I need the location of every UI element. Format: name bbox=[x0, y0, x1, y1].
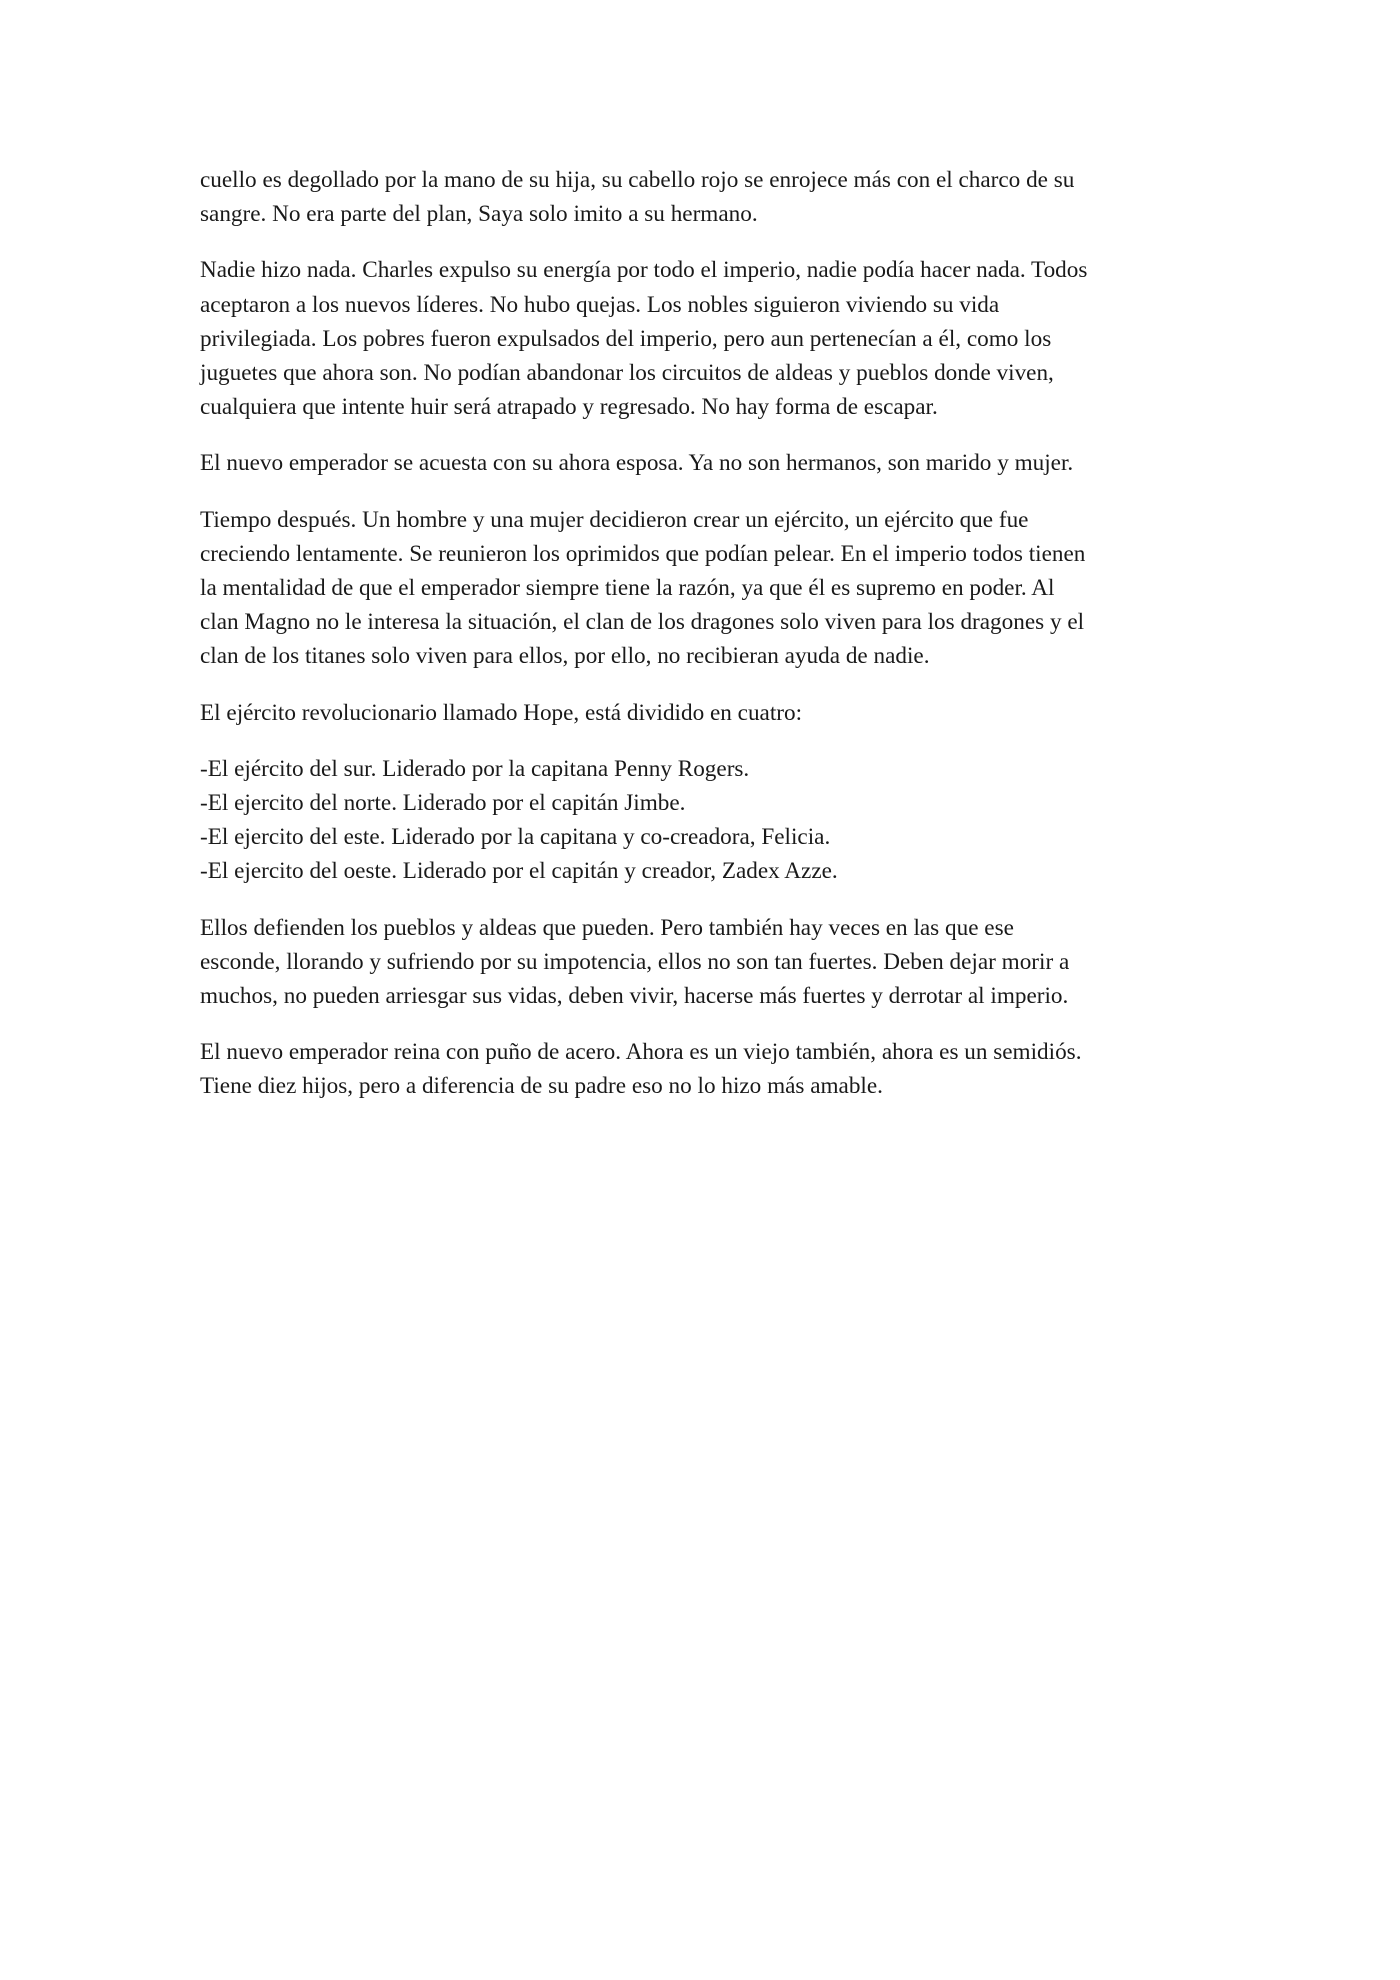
text-line: El nuevo emperador se acuesta con su ahora esposa. Ya no son hermanos, son marido y mujer. bbox=[200, 450, 1074, 477]
army-list bbox=[200, 752, 1200, 889]
paragraph-4 bbox=[200, 503, 1200, 674]
text-line: esconde, llorando y sufriendo por su impotencia, ellos no son tan fuertes. Deben dejar morir a bbox=[200, 948, 1070, 975]
paragraph-2 bbox=[200, 253, 1200, 424]
text-line: Ellos defienden los pueblos y aldeas que pueden. Pero también hay veces en las que ese bbox=[200, 914, 1014, 941]
text-line: El nuevo emperador reina con puño de acero. Ahora es un viejo también, ahora es un semidiós. bbox=[200, 1039, 1082, 1066]
text-line: Nadie hizo nada. Charles expulso su energía por todo el imperio, nadie podía hacer nada. Todos bbox=[200, 257, 1088, 284]
text-line: muchos, no pueden arriesgar sus vidas, deben vivir, hacerse más fuertes y derrotar al imperio. bbox=[200, 983, 1069, 1010]
list-item: -El ejercito del norte. Liderado por el capitán Jimbe. bbox=[200, 790, 686, 817]
paragraph-3 bbox=[200, 446, 1200, 480]
text-line: sangre. No era parte del plan, Saya solo imito a su hermano. bbox=[200, 201, 758, 228]
text-line: la mentalidad de que el emperador siempre tiene la razón, ya que él es supremo en poder. Al bbox=[200, 575, 1055, 602]
document-body bbox=[200, 163, 1200, 1126]
paragraph-8 bbox=[200, 1035, 1200, 1103]
list-item: -El ejército del sur. Liderado por la capitana Penny Rogers. bbox=[200, 755, 750, 782]
list-item: -El ejercito del este. Liderado por la capitana y co-creadora, Felicia. bbox=[200, 824, 831, 851]
paragraph-5 bbox=[200, 696, 1200, 730]
text-line: cuello es degollado por la mano de su hija, su cabello rojo se enrojece más con el charco de su bbox=[200, 167, 1075, 193]
paragraph-1 bbox=[200, 163, 1200, 231]
list-item: -El ejercito del oeste. Liderado por el capitán y creador, Zadex Azze. bbox=[200, 858, 838, 885]
text-line: Tiene diez hijos, pero a diferencia de su padre eso no lo hizo más amable. bbox=[200, 1073, 883, 1100]
text-line: aceptaron a los nuevos líderes. No hubo quejas. Los nobles siguieron viviendo su vida bbox=[200, 291, 1000, 318]
text-line: cualquiera que intente huir será atrapado y regresado. No hay forma de escapar. bbox=[200, 394, 938, 421]
text-line: privilegiada. Los pobres fueron expulsados del imperio, pero aun pertenecían a él, como los bbox=[200, 325, 1052, 352]
text-line: creciendo lentamente. Se reunieron los oprimidos que podían pelear. En el imperio todos tienen bbox=[200, 540, 1086, 567]
paragraph-7 bbox=[200, 911, 1200, 1014]
text-line: clan Magno no le interesa la situación, el clan de los dragones solo viven para los dragones y el bbox=[200, 609, 1085, 636]
text-line: Tiempo después. Un hombre y una mujer decidieron crear un ejército, un ejército que fue bbox=[200, 506, 1029, 533]
text-line: El ejército revolucionario llamado Hope, está dividido en cuatro: bbox=[200, 699, 803, 726]
text-line: clan de los titanes solo viven para ellos, por ello, no recibieran ayuda de nadie. bbox=[200, 643, 930, 670]
text-line: juguetes que ahora son. No podían abandonar los circuitos de aldeas y pueblos donde viven, bbox=[200, 360, 1054, 387]
